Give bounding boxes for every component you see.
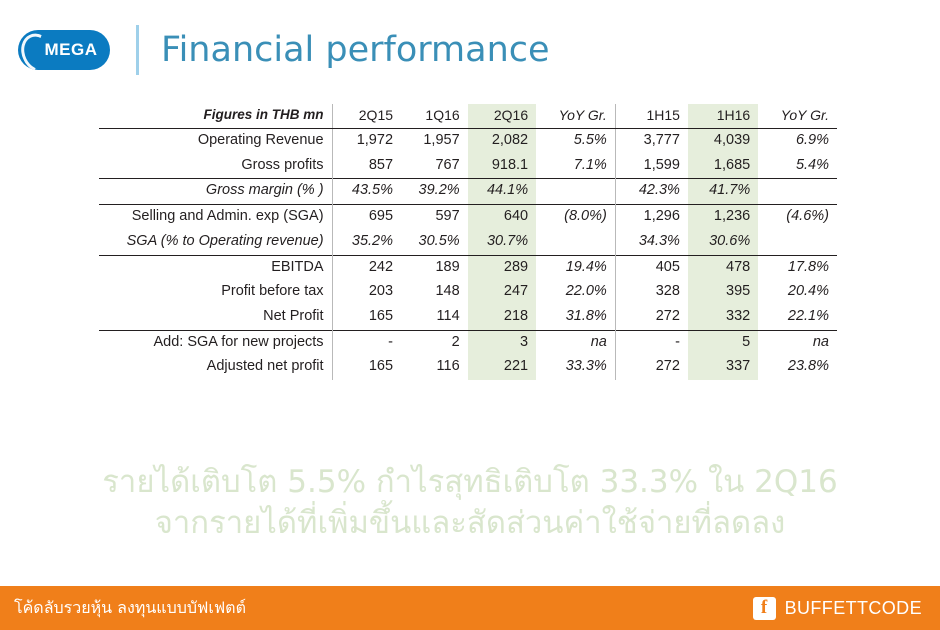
- row-label: Profit before tax: [221, 283, 324, 300]
- row-label: Gross margin (% ): [99, 179, 332, 205]
- cell: [758, 179, 837, 205]
- cell: 22.0%: [565, 283, 607, 300]
- cell: 247: [468, 280, 536, 305]
- cell: 41.7%: [688, 179, 758, 205]
- row-label: SGA (% to Operating revenue): [126, 232, 324, 249]
- cell: 272: [615, 355, 688, 380]
- cell: 218: [468, 305, 536, 330]
- cell: 33.3%: [565, 358, 607, 375]
- cell: 148: [435, 283, 460, 300]
- row-label: EBITDA: [99, 255, 332, 280]
- mega-logo: [18, 30, 110, 70]
- slide-header: [18, 22, 550, 78]
- table-row: [99, 255, 837, 280]
- column-header-2q15: 2Q15: [332, 104, 401, 129]
- cell: na: [536, 330, 615, 355]
- cell: 1,236: [688, 205, 758, 230]
- cell: 328: [615, 280, 688, 305]
- cell: 23.8%: [787, 358, 829, 375]
- cell: 857: [332, 154, 401, 179]
- cell: 1,599: [615, 154, 688, 179]
- cell: 337: [688, 355, 758, 380]
- row-label: Operating Revenue: [197, 132, 324, 149]
- caption-line-2: จากรายได้ที่เพิ่มขึ้นและสัดส่วนค่าใช้จ่ายที่ลดลง: [154, 504, 786, 541]
- facebook-icon[interactable]: f: [753, 597, 776, 620]
- cell: 44.1%: [468, 179, 536, 205]
- cell: 30.6%: [688, 230, 758, 255]
- cell: (8.0%): [536, 205, 615, 230]
- cell: 189: [401, 255, 468, 280]
- cell: 116: [436, 358, 460, 375]
- cell: 4,039: [688, 129, 758, 154]
- table-row: [99, 129, 837, 154]
- cell: 30.5%: [418, 232, 460, 249]
- cell: [758, 230, 837, 255]
- cell: -: [332, 330, 401, 355]
- cell: [536, 230, 615, 255]
- cell: 34.3%: [615, 230, 688, 255]
- cell: 1,685: [688, 154, 758, 179]
- cell: 242: [332, 255, 401, 280]
- cell: 1,957: [423, 132, 460, 149]
- cell: (4.6%): [758, 205, 837, 230]
- cell: 165: [332, 305, 401, 330]
- column-header-1h15: 1H15: [615, 104, 688, 129]
- cell: na: [758, 330, 837, 355]
- footer-tagline: โค้ดลับรวยหุ้น ลงทุนแบบบัฟเฟตต์: [14, 597, 246, 617]
- column-header-1h16: 1H16: [688, 104, 758, 129]
- cell: 31.8%: [565, 307, 607, 324]
- cell: 597: [401, 205, 468, 230]
- cell: 20.4%: [787, 283, 829, 300]
- cell: 203: [332, 280, 401, 305]
- cell: 114: [436, 307, 460, 324]
- table-row: [99, 330, 837, 355]
- table-row: [99, 154, 837, 179]
- table-row: [99, 305, 837, 330]
- cell: 2,082: [468, 129, 536, 154]
- cell: 221: [468, 355, 536, 380]
- cell: 405: [615, 255, 688, 280]
- financial-table-container: [99, 104, 837, 380]
- cell: 2: [401, 330, 468, 355]
- financial-table: [99, 104, 837, 380]
- column-header-2q16: 2Q16: [468, 104, 536, 129]
- row-label: Gross profits: [241, 156, 324, 173]
- cell: 640: [468, 205, 536, 230]
- footer-brand-label[interactable]: BUFFETTCODE: [784, 597, 922, 618]
- caption-line-1: รายได้เติบโต 5.5% กำไรสุทธิเติบโต 33.3% ใน 2Q16: [102, 464, 838, 500]
- footer-bar: [0, 586, 940, 630]
- cell: 22.1%: [787, 307, 829, 324]
- logo-label: MEGA: [44, 40, 98, 59]
- cell: 3: [468, 330, 536, 355]
- table-corner-label: Figures in THB mn: [99, 104, 332, 129]
- table-row: [99, 205, 837, 230]
- cell: -: [615, 330, 688, 355]
- cell: 39.2%: [401, 179, 468, 205]
- table-row: [99, 280, 837, 305]
- cell: 918.1: [468, 154, 536, 179]
- summary-caption: [0, 462, 940, 544]
- table-row: [99, 230, 837, 255]
- cell: 19.4%: [536, 255, 615, 280]
- cell: 1,296: [615, 205, 688, 230]
- cell: 3,777: [615, 129, 688, 154]
- cell: 1,972: [332, 129, 401, 154]
- column-header-yoy-h: YoY Gr.: [758, 104, 837, 129]
- cell: 42.3%: [615, 179, 688, 205]
- cell: 17.8%: [758, 255, 837, 280]
- column-header-1q16: 1Q16: [401, 104, 468, 129]
- cell: 767: [435, 156, 460, 173]
- cell: 289: [468, 255, 536, 280]
- cell: 332: [688, 305, 758, 330]
- cell: 43.5%: [332, 179, 401, 205]
- cell: 35.2%: [332, 230, 401, 255]
- cell: 30.7%: [468, 230, 536, 255]
- cell: 478: [688, 255, 758, 280]
- table-header-row: [99, 104, 837, 129]
- row-label: Selling and Admin. exp (SGA): [99, 205, 332, 230]
- cell: 5.5%: [573, 132, 607, 149]
- footer-brand-group[interactable]: [753, 597, 922, 620]
- row-label: Net Profit: [263, 307, 324, 324]
- row-label: Add: SGA for new projects: [99, 330, 332, 355]
- page-title: Financial performance: [161, 30, 550, 70]
- table-row: [99, 179, 837, 205]
- row-label: Adjusted net profit: [206, 358, 324, 375]
- cell: 5.4%: [795, 156, 829, 173]
- table-row: [99, 355, 837, 380]
- cell: 6.9%: [795, 132, 829, 149]
- cell: 5: [688, 330, 758, 355]
- header-divider: [136, 25, 139, 75]
- cell: 7.1%: [573, 156, 607, 173]
- cell: [536, 179, 615, 205]
- cell: 695: [332, 205, 401, 230]
- cell: 272: [615, 305, 688, 330]
- cell: 165: [332, 355, 401, 380]
- column-header-yoy-q: YoY Gr.: [536, 104, 615, 129]
- cell: 395: [688, 280, 758, 305]
